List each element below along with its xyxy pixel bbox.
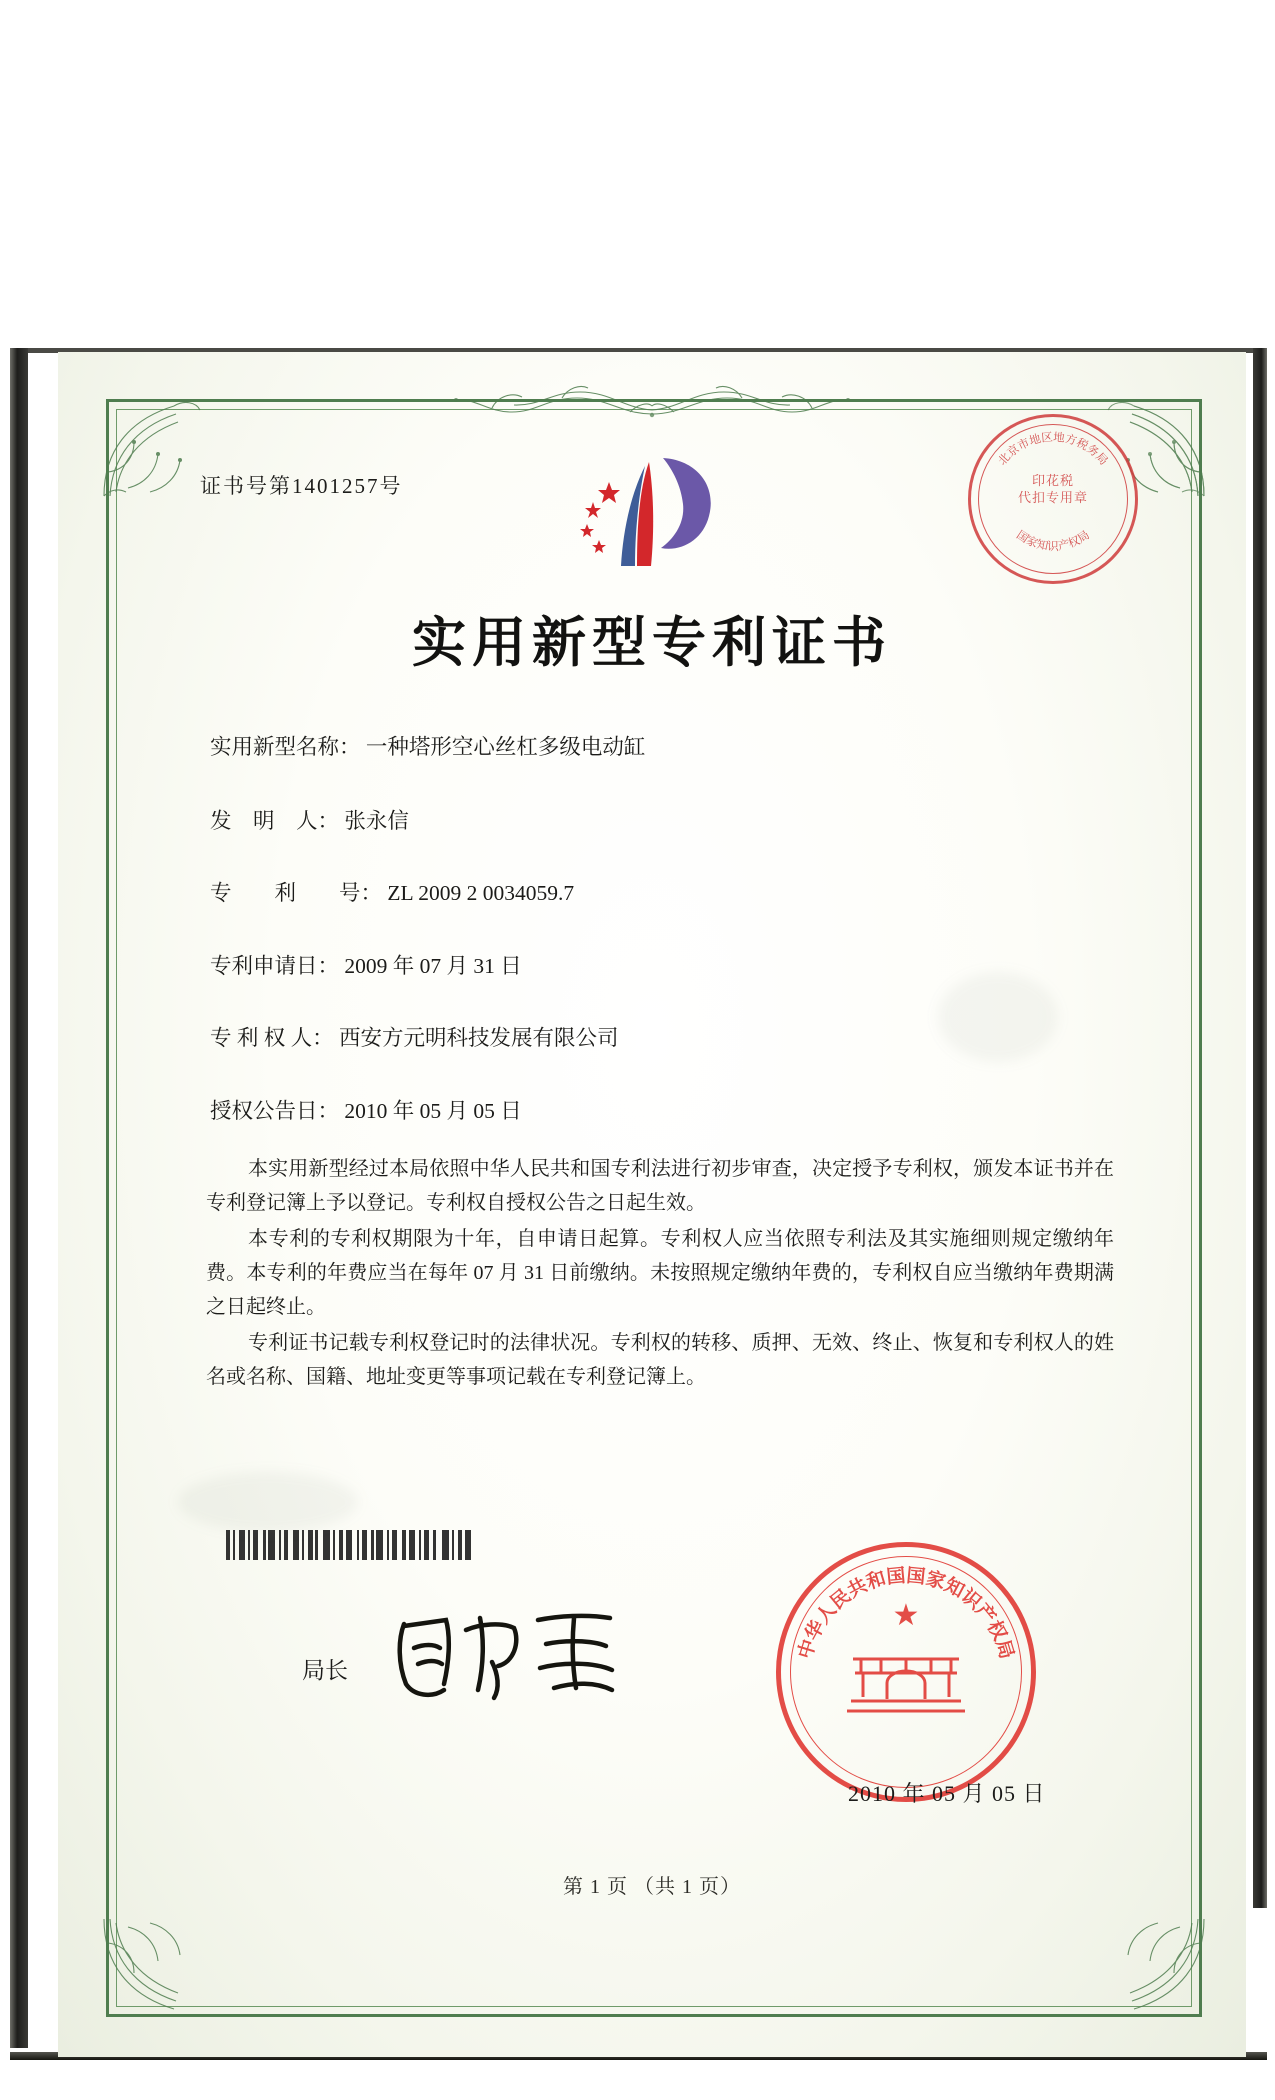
official-seal-text: 中华人民共和国国家知识产权局 <box>794 1564 1018 1662</box>
star-icon: ★ <box>892 1599 920 1632</box>
field-patent-number <box>210 876 574 907</box>
paragraph-2: 本专利的专利权期限为十年，自申请日起算。专利权人应当依照专利法及其实施细则规定缴纳年费。本专利的年费应当在每年 07 月 31 日前缴纳。未按照规定缴纳年费的，专利权自应当缴纳年费期满之日起终止。 <box>206 1228 1114 1318</box>
field-label: 授权公告日： <box>210 1099 340 1123</box>
scan-artifact <box>938 972 1058 1062</box>
director-signature <box>388 1600 648 1710</box>
field-label: 专 利 号： <box>210 881 383 905</box>
patent-certificate <box>58 352 1246 2057</box>
field-utility-model-name <box>210 730 645 761</box>
page-title: 实用新型专利证书 <box>412 610 892 674</box>
tiananmen-gate-icon <box>847 1643 965 1717</box>
field-value: 张永信 <box>344 809 409 833</box>
scan-artifact <box>178 1472 358 1532</box>
paragraph-1: 本实用新型经过本局依照中华人民共和国专利法进行初步审查，决定授予专利权，颁发本证书并在专利登记簿上予以登记。专利权自授权公告之日起生效。 <box>206 1158 1114 1214</box>
scan-edge-right <box>1253 348 1267 1908</box>
tax-stamp-center <box>971 473 1135 507</box>
sipo-logo <box>557 442 747 582</box>
field-value: 2010 年 05 月 05 日 <box>344 1099 522 1123</box>
tax-stamp-line-2: 代扣专用章 <box>1017 491 1088 506</box>
paragraph-3: 专利证书记载专利权登记时的法律状况。专利权的转移、质押、无效、终止、恢复和专利权人的姓名或名称、国籍、地址变更等事项记载在专利登记簿上。 <box>206 1332 1114 1388</box>
field-application-date <box>210 949 522 980</box>
field-value: ZL 2009 2 0034059.7 <box>387 881 575 905</box>
tax-stamp <box>968 414 1138 584</box>
tax-stamp-line-1: 印花税 <box>1031 474 1074 489</box>
field-value: 一种塔形空心丝杠多级电动缸 <box>365 735 646 759</box>
field-patentee <box>210 1021 619 1052</box>
director-label: 局长 <box>302 1658 348 1683</box>
field-value: 2009 年 07 月 31 日 <box>344 954 522 978</box>
tax-stamp-arc-bottom: 国家知识产权局 <box>1014 527 1092 553</box>
field-grant-announcement-date <box>210 1094 522 1125</box>
barcode <box>226 1530 578 1560</box>
field-label: 实用新型名称： <box>210 735 361 759</box>
field-value: 西安方元明科技发展有限公司 <box>339 1026 619 1050</box>
scan-edge-left <box>10 348 28 2048</box>
body-text <box>206 1152 1114 1396</box>
ornament-corner-bottom-left <box>100 1915 218 2023</box>
field-label: 专利申请日： <box>210 954 340 978</box>
seal-date: 2010 年 05 月 05 日 <box>848 1781 1046 1806</box>
ornament-top-flourish <box>372 364 932 420</box>
tax-stamp-arc-top: 北京市地区地方税务局 <box>994 429 1112 468</box>
ornament-corner-bottom-right <box>1090 1915 1208 2023</box>
certificate-number: 证书号第1401257号 <box>200 474 403 498</box>
field-inventor <box>210 804 409 835</box>
page-footer: 第 1 页 （共 1 页） <box>563 1876 741 1898</box>
official-seal <box>776 1542 1036 1802</box>
field-label: 专 利 权 人： <box>210 1026 334 1050</box>
field-label: 发 明 人： <box>210 809 340 833</box>
